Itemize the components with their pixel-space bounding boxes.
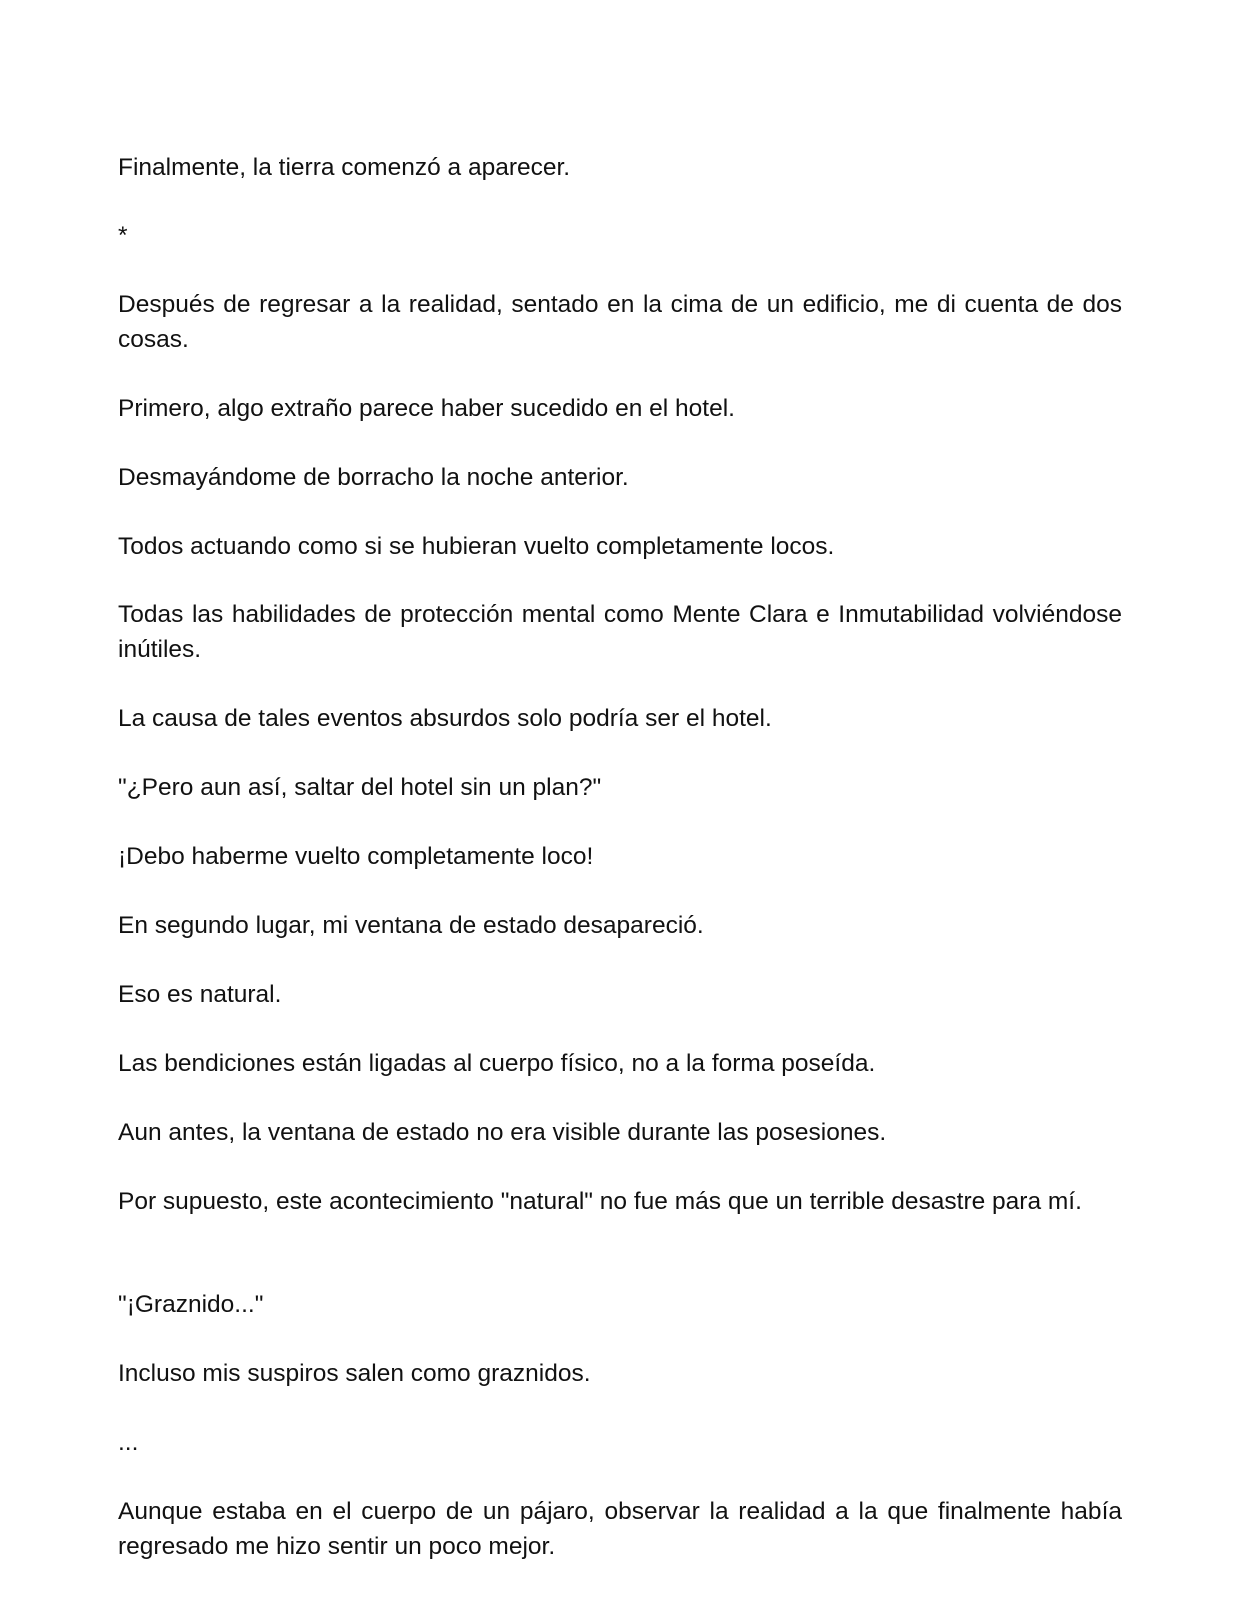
paragraph-15: Por supuesto, este acontecimiento "natural" no fue más que un terrible desastre para mí. [118, 1188, 1082, 1215]
paragraph-9: "¿Pero aun así, saltar del hotel sin un plan?" [118, 774, 602, 801]
paragraph-19: Aunque estaba en el cuerpo de un pájaro, observar la realidad a la que finalmente había regresado me hizo sentir un poco mejor. [118, 1498, 1122, 1560]
paragraph-5: Desmayándome de borracho la noche anterior. [118, 464, 629, 491]
paragraph-4: Primero, algo extraño parece haber sucedido en el hotel. [118, 395, 735, 422]
paragraph-14: Aun antes, la ventana de estado no era visible durante las posesiones. [118, 1119, 887, 1146]
paragraph-13: Las bendiciones están ligadas al cuerpo físico, no a la forma poseída. [118, 1050, 876, 1077]
paragraph-7: Todas las habilidades de protección mental como Mente Clara e Inmutabilidad volviéndose inútiles. [118, 601, 1122, 663]
paragraph-10: ¡Debo haberme vuelto completamente loco! [118, 843, 594, 870]
paragraph-16: "¡Graznido..." [118, 1291, 264, 1318]
ellipsis-break: ... [118, 1429, 139, 1456]
paragraph-1: Finalmente, la tierra comenzó a aparecer. [118, 154, 571, 181]
paragraph-3: Después de regresar a la realidad, sentado en la cima de un edificio, me di cuenta de dos cosas. [118, 291, 1122, 353]
scene-break-asterisk: * [118, 222, 128, 249]
paragraph-6: Todos actuando como si se hubieran vuelto completamente locos. [118, 533, 835, 560]
paragraph-12: Eso es natural. [118, 981, 282, 1008]
paragraph-17: Incluso mis suspiros salen como graznidos. [118, 1360, 591, 1387]
paragraph-11: En segundo lugar, mi ventana de estado desapareció. [118, 912, 704, 939]
paragraph-8: La causa de tales eventos absurdos solo podría ser el hotel. [118, 705, 772, 732]
